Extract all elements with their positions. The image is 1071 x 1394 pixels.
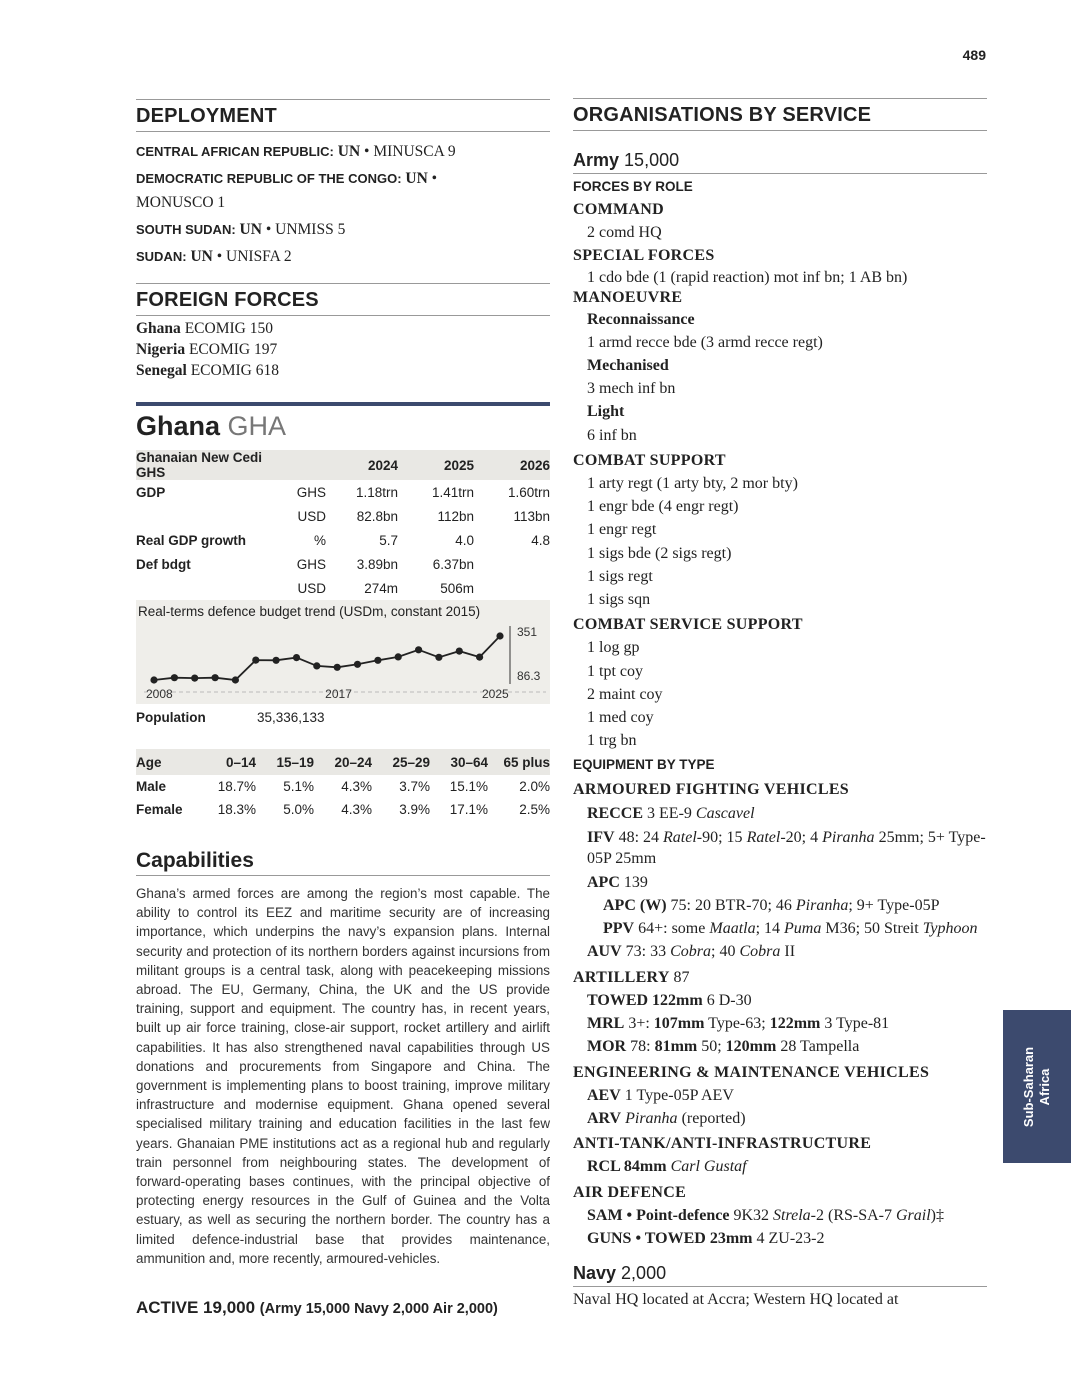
population-label: Population: [136, 710, 206, 725]
list-item: 1 engr bde (4 engr regt): [587, 498, 739, 516]
list-item: 3 mech inf bn: [587, 380, 676, 398]
list-item: 6 inf bn: [587, 426, 637, 444]
country-title: [136, 410, 550, 442]
list-item: 2 comd HQ: [587, 224, 662, 242]
organisations-heading: ORGANISATIONS BY SERVICE: [573, 98, 987, 131]
country-code: GHA: [227, 411, 287, 441]
equipment-item: RCL 84mm Carl Gustaf: [587, 1158, 747, 1176]
deployment-item: SOUTH SUDAN: UN • UNMISS 5: [136, 221, 346, 238]
equipment-item: TOWED 122mm 6 D-30: [587, 991, 752, 1009]
foreign-forces-heading: FOREIGN FORCES: [136, 283, 550, 316]
data-point: [476, 654, 483, 661]
capabilities-section: [136, 847, 550, 1268]
country-accent-bar: [136, 402, 550, 406]
table-row: Real GDP growth % 5.7 4.0 4.8: [136, 532, 550, 548]
age-header-row: Age 0–14 15–19 20–24 25–29 30–64 65 plus: [136, 749, 550, 775]
list-item: 1 med coy: [587, 709, 654, 727]
data-point: [374, 657, 381, 664]
special-forces-heading: SPECIAL FORCES: [573, 247, 715, 265]
data-point: [395, 653, 402, 660]
list-item: 1 sigs bde (2 sigs regt): [587, 544, 732, 562]
list-item: 1 log gp: [587, 639, 640, 657]
table-row: USD 82.8bn 112bn 113bn: [297, 508, 550, 524]
data-point: [150, 676, 157, 683]
capabilities-heading: Capabilities: [136, 847, 550, 876]
artillery-heading: ARTILLERY 87: [573, 968, 690, 986]
data-point: [496, 632, 503, 639]
y-tick-label: 351: [517, 625, 538, 639]
economics-table: [136, 450, 550, 600]
data-point: [456, 648, 463, 655]
equipment-item: MOR 78: 81mm 50; 120mm 28 Tampella: [587, 1038, 860, 1056]
chart-title: Real-terms defence budget trend (USDm, constant 2015): [138, 604, 481, 619]
x-tick-label: 2017: [325, 687, 352, 701]
data-point: [212, 674, 219, 681]
side-tab-line1: Sub-Saharan: [1021, 1046, 1036, 1127]
data-point: [354, 661, 361, 668]
equipment-by-type-heading: EQUIPMENT BY TYPE: [573, 757, 715, 773]
combat-support-heading: COMBAT SUPPORT: [573, 451, 726, 469]
equipment-item: PPV 64+: some Maatla; 14 Puma M36; 50 Streit Typhoon: [603, 920, 978, 938]
equipment-item: MRL 3+: 107mm Type-63; 122mm 3 Type-81: [587, 1015, 890, 1033]
command-heading: COMMAND: [573, 201, 664, 218]
equipment-item: APC 139: [587, 873, 648, 891]
manoeuvre-heading: MANOEUVRE: [573, 288, 683, 306]
table-row: Male 18.7% 5.1% 4.3% 3.7% 15.1% 2.0%: [136, 779, 550, 794]
equipment-item: GUNS • TOWED 23mm 4 ZU-23-2: [587, 1229, 825, 1247]
data-point: [293, 654, 300, 661]
equipment-item: AUV 73: 33 Cobra; 40 Cobra II: [587, 943, 796, 961]
table-row: USD 274m 506m: [297, 580, 474, 596]
foreign-force-item: Senegal ECOMIG 618: [136, 362, 279, 379]
list-item: 1 cdo bde (1 (rapid reaction) mot inf bn; 1 AB bn): [587, 268, 908, 286]
deployment-item: DEMOCRATIC REPUBLIC OF THE CONGO: UN • MONUSCO 1: [136, 170, 438, 211]
army-heading: Army 15,000: [573, 149, 987, 174]
table-row: Def bdgt GHS 3.89bn 6.37bn: [136, 556, 474, 572]
css-heading: COMBAT SERVICE SUPPORT: [573, 616, 803, 634]
side-tab-line2: Africa: [1037, 1068, 1052, 1105]
data-point: [252, 657, 259, 664]
data-point: [273, 657, 280, 664]
x-tick-label: 2008: [146, 687, 173, 701]
list-item: 1 armd recce bde (3 armd recce regt): [587, 333, 823, 351]
foreign-force-item: Nigeria ECOMIG 197: [136, 341, 278, 358]
deployment-heading: DEPLOYMENT: [136, 99, 550, 132]
age-table: [136, 749, 550, 821]
equipment-item: IFV 48: 24 Ratel-90; 15 Ratel-20; 4 Piranha 25mm; 5+ Type-05P 25mm: [587, 828, 986, 867]
equipment-item: RECCE 3 EE-9 Cascavel: [587, 804, 755, 822]
budget-trend-chart: [136, 600, 550, 704]
organisations-section: [573, 98, 987, 1311]
list-item: 1 sigs regt: [587, 567, 653, 585]
list-item: 1 tpt coy: [587, 662, 643, 680]
equipment-item: ARV Piranha (reported): [587, 1109, 746, 1127]
foreign-forces-section: [136, 283, 550, 381]
population-row: [136, 710, 550, 725]
capabilities-text: Ghana’s armed forces are among the region’s most capable. The ability to control its EEZ and maritime security are of increasing importance, which underpins the navy’s expansion plans. Internal security and protection of its northern borders against incursions from militant groups is a central task, along with peacekeeping missions abroad. The EU, Germany, China, the UK and the US provide training, support and equipment. The country has, in recent years, built up air force training, close-air support, rocket artillery and airlift capabilities. It has also strengthened naval capabilities through US donations and procurements from Singapore and China. The government is implementing plans to boost training, improve military infrastructure and modernise equipment. Ghana opened several specialised military training and education facilities in the last few years. Ghanaian PME institutions act as a regional hub and regularly train personnel from neighbouring states. The development of forward-operating bases continues, with the principal objective of protecting energy resources in the Gulf of Guinea and the Volta estuary, as well as securing the northern border. The country has a limited defence-industrial base that provides maintenance, ammunition and, more recently, armoured-vehicles.: [136, 886, 550, 1266]
series-line: [154, 636, 500, 680]
economics-header-row: Ghanaian New Cedi GHS 2024 2025 2026: [136, 450, 550, 480]
page-number: 489: [962, 47, 986, 63]
list-item: 1 trg bn: [587, 732, 637, 750]
recce-subheading: Reconnaissance: [587, 310, 695, 328]
age-table-wrap: [136, 749, 550, 821]
region-side-tab: [1003, 1010, 1071, 1163]
list-item: 1 engr regt: [587, 521, 657, 539]
list-item: 1 arty regt (1 arty bty, 2 mor bty): [587, 475, 798, 493]
data-point: [334, 664, 341, 671]
equipment-item: APC (W) 75: 20 BTR-70; 46 Piranha; 9+ Type-05P: [603, 897, 940, 915]
active-strength: ACTIVE 19,000 (Army 15,000 Navy 2,000 Air 2,000): [136, 1298, 498, 1317]
equipment-item: SAM • Point-defence 9K32 Strela-2 (RS-SA-7 Grail)‡: [587, 1206, 944, 1224]
forces-by-role-heading: FORCES BY ROLE: [573, 179, 693, 194]
table-row: Female 18.3% 5.0% 4.3% 3.9% 17.1% 2.5%: [136, 802, 550, 817]
antitank-heading: ANTI-TANK/ANTI-INFRASTRUCTURE: [573, 1135, 872, 1153]
data-point: [435, 654, 442, 661]
data-point: [171, 674, 178, 681]
population-value: 35,336,133: [257, 710, 325, 725]
data-point: [313, 662, 320, 669]
mech-subheading: Mechanised: [587, 357, 669, 375]
y-tick-label: 86.3: [517, 669, 541, 683]
chart-svg: [136, 600, 550, 704]
light-subheading: Light: [587, 403, 625, 421]
data-point: [415, 646, 422, 653]
x-tick-label: 2025: [482, 687, 509, 701]
navy-heading: Navy 2,000: [573, 1262, 987, 1287]
air-defence-heading: AIR DEFENCE: [573, 1183, 687, 1201]
equipment-item: AEV 1 Type-05P AEV: [587, 1086, 734, 1104]
deployment-item: SUDAN: UN • UNISFA 2: [136, 248, 292, 265]
afv-heading: ARMOURED FIGHTING VEHICLES: [573, 781, 849, 799]
economics-table-wrap: [136, 450, 550, 600]
data-point: [232, 676, 239, 683]
list-item: 2 maint coy: [587, 685, 663, 703]
navy-text: Naval HQ located at Accra; Western HQ located at: [573, 1291, 899, 1309]
deployment-item: CENTRAL AFRICAN REPUBLIC: UN • MINUSCA 9: [136, 143, 456, 160]
engineering-heading: ENGINEERING & MAINTENANCE VEHICLES: [573, 1063, 930, 1081]
foreign-force-item: Ghana ECOMIG 150: [136, 320, 273, 337]
deployment-section: [136, 99, 550, 269]
data-point: [191, 675, 198, 682]
country-name: Ghana: [136, 411, 221, 441]
table-row: GDP GHS 1.18trn 1.41trn 1.60trn: [136, 484, 550, 500]
list-item: 1 sigs sqn: [587, 591, 651, 609]
